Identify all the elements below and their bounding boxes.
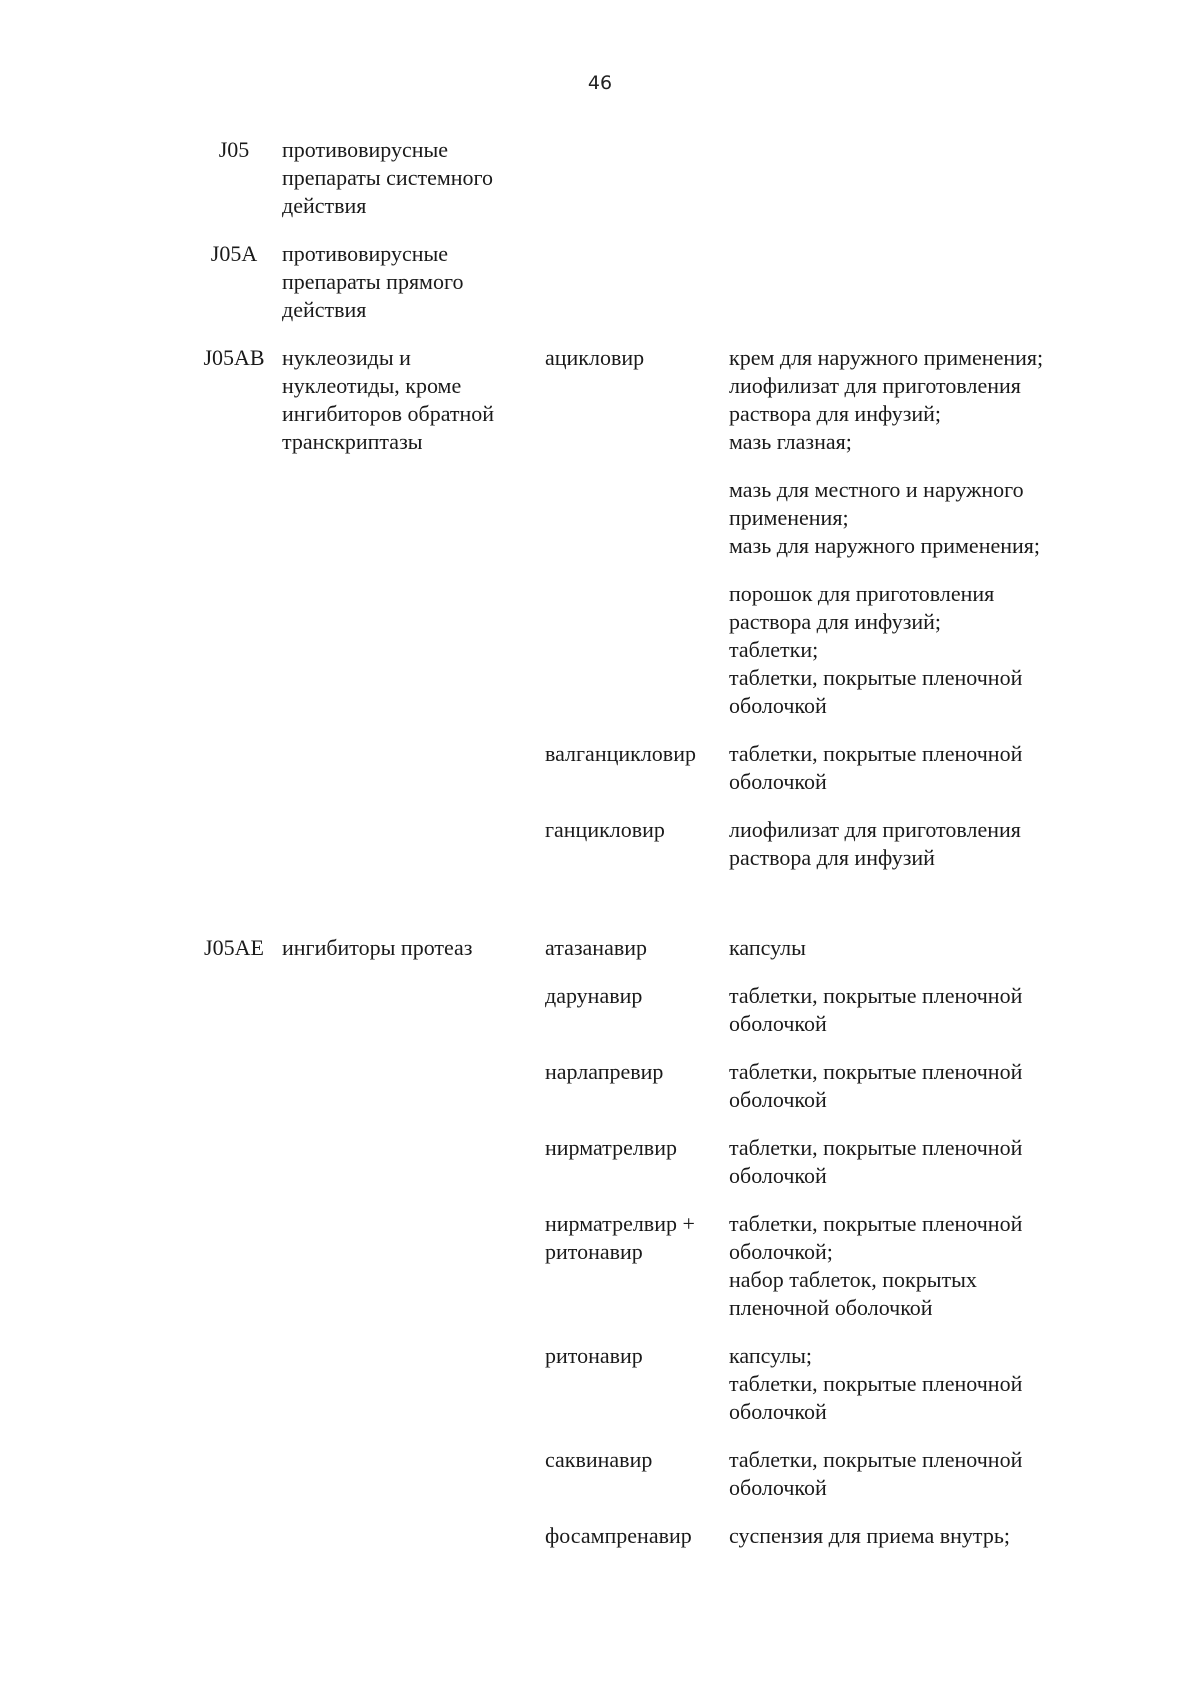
page-number: 46 — [587, 72, 613, 94]
dosage-form: мазь для местного и наружного применения; мазь для наружного применения; — [729, 477, 1041, 558]
section-row — [186, 240, 1086, 324]
drug-row — [545, 344, 1086, 720]
atc-code: J05A — [210, 241, 258, 266]
dosage-form: таблетки, покрытые пленочной оболочкой — [729, 741, 1023, 794]
dosage-form: таблетки, покрытые пленочной оболочкой; набор таблеток, покрытых пленочной оболочкой — [729, 1211, 1023, 1320]
dosage-form: крем для наружного применения; лиофилизат для приготовления раствора для инфузий; мазь глазная; — [729, 345, 1044, 454]
dosage-form: таблетки, покрытые пленочной оболочкой — [729, 1059, 1023, 1112]
atc-group-name: противовирусные препараты системного действия — [282, 137, 494, 218]
section-spacer — [186, 892, 1086, 934]
section-row — [186, 136, 1086, 220]
drug-name: нирматрелвир — [545, 1135, 677, 1160]
drug-name: дарунавир — [545, 983, 643, 1008]
drug-list — [545, 934, 1086, 1550]
drug-row — [545, 1058, 1086, 1114]
dosage-form: капсулы; таблетки, покрытые пленочной оболочкой — [729, 1343, 1023, 1424]
dosage-form: суспензия для приема внутрь; — [729, 1523, 1010, 1548]
drug-row — [545, 982, 1086, 1038]
dosage-forms — [729, 344, 1086, 720]
atc-code: J05 — [218, 137, 250, 162]
atc-group-name: ингибиторы протеаз — [282, 935, 473, 960]
dosage-form: капсулы — [729, 935, 806, 960]
drug-row — [545, 934, 1086, 962]
atc-group-name: нуклеозиды и нуклеотиды, кроме ингибиторов обратной транскриптазы — [282, 345, 495, 454]
drug-table — [186, 136, 1086, 1550]
drug-row — [545, 1446, 1086, 1502]
drug-name: атазанавир — [545, 935, 647, 960]
drug-name: ацикловир — [545, 345, 645, 370]
drug-name: ганцикловир — [545, 817, 665, 842]
drug-row — [545, 1342, 1086, 1426]
drug-name: нирматрелвир + ритонавир — [545, 1211, 695, 1264]
drug-name: саквинавир — [545, 1447, 653, 1472]
section-row — [186, 344, 1086, 872]
dosage-form: таблетки, покрытые пленочной оболочкой — [729, 1135, 1023, 1188]
drug-row — [545, 1134, 1086, 1190]
drug-name: фосампренавир — [545, 1523, 692, 1548]
dosage-form: таблетки, покрытые пленочной оболочкой — [729, 1447, 1023, 1500]
drug-name: ритонавир — [545, 1343, 643, 1368]
drug-name: валганцикловир — [545, 741, 696, 766]
drug-row — [545, 1522, 1086, 1550]
drug-row — [545, 1210, 1086, 1322]
drug-name: нарлапревир — [545, 1059, 664, 1084]
dosage-form: лиофилизат для приготовления раствора для инфузий — [729, 817, 1021, 870]
dosage-form: таблетки, покрытые пленочной оболочкой — [729, 983, 1023, 1036]
dosage-form: порошок для приготовления раствора для инфузий; таблетки; таблетки, покрытые пленочной оболочкой — [729, 581, 1023, 718]
section-row — [186, 934, 1086, 1550]
drug-row — [545, 816, 1086, 872]
drug-list — [545, 344, 1086, 872]
drug-row — [545, 740, 1086, 796]
atc-code: J05AE — [204, 935, 264, 960]
atc-code: J05AB — [203, 345, 265, 370]
atc-group-name: противовирусные препараты прямого действия — [282, 241, 464, 322]
